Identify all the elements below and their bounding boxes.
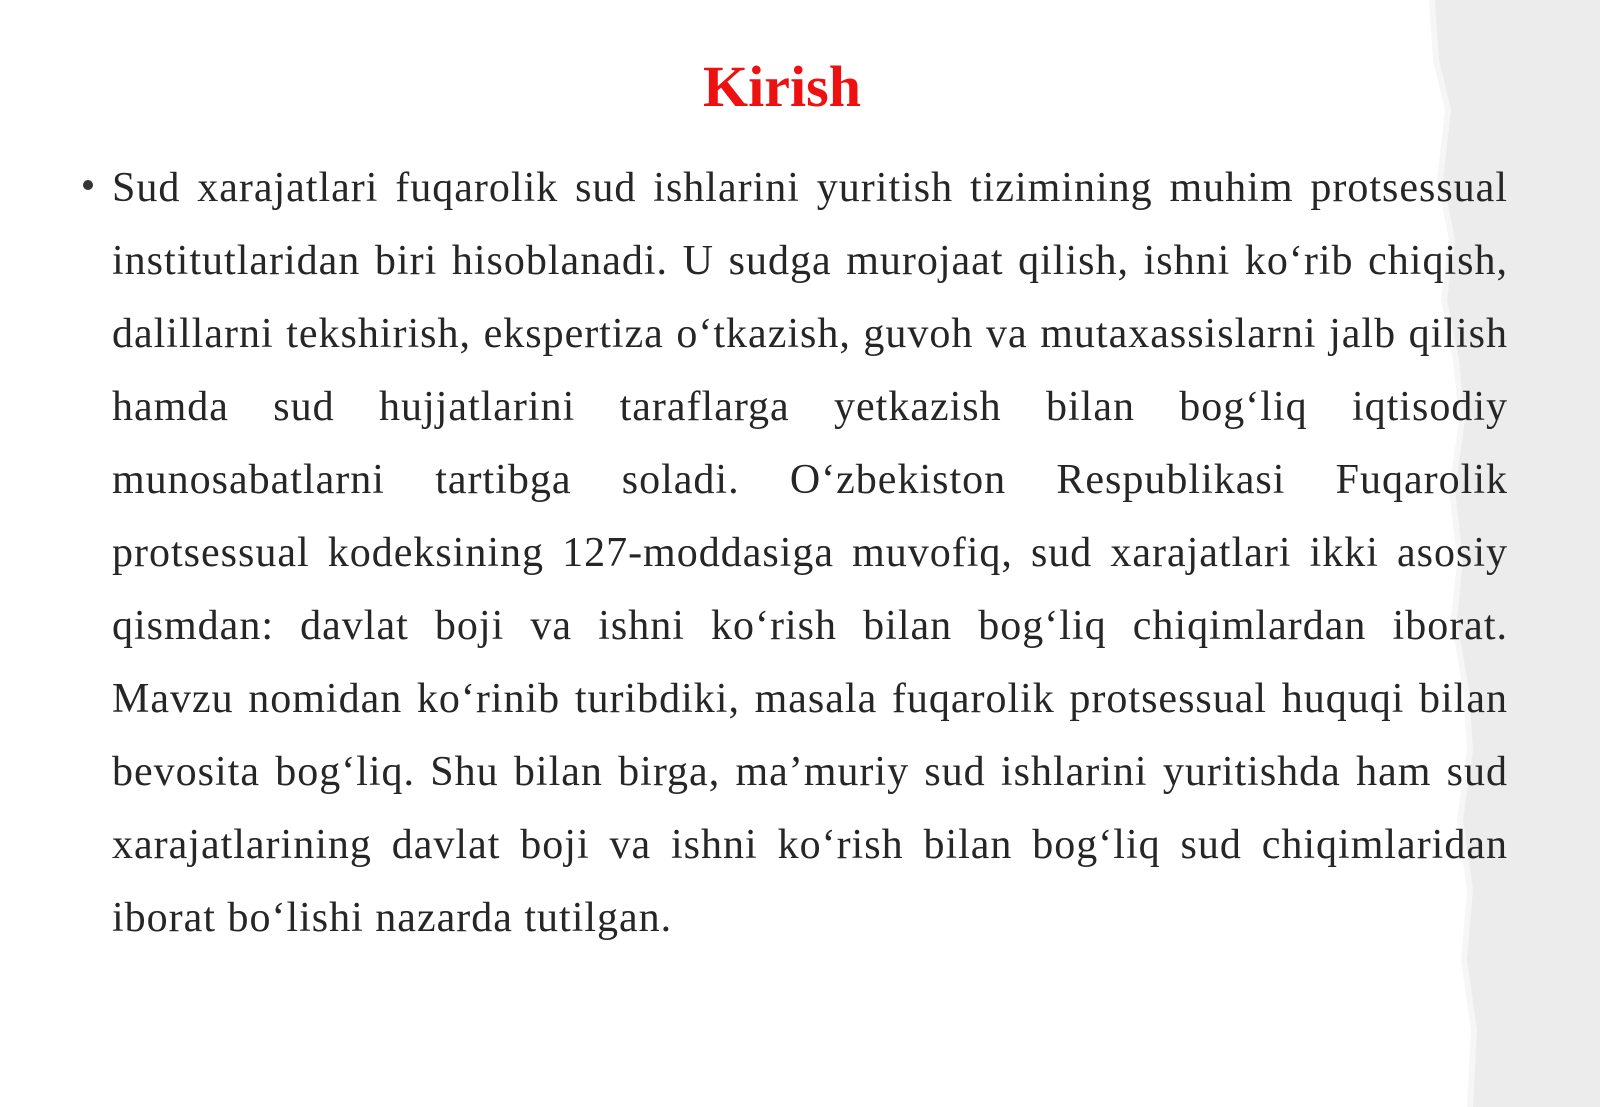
slide-title: Kirish bbox=[703, 54, 861, 119]
body-paragraph: Sud xarajatlari fuqarolik sud ishlarini yuritish tizimining muhim protsessual institutlaridan biri hisoblanadi. U sudga murojaat qilish, ishni ko‘rib chiqish, dalillarni tekshirish, ekspertiza o‘tkazish, guvoh va mutaxassislarni jalb qilish hamda sud hujjatlarini taraflarga yetkazish bilan bog‘liq iqtisodiy munosabatlarni tartibga soladi. O‘zbekiston Respublikasi Fuqarolik protsessual kodeksining 127-moddasiga muvofiq, sud xarajatlari ikki asosiy qismdan: davlat boji va ishni ko‘rish bilan bog‘liq chiqimlardan iborat. Mavzu nomidan ko‘rinib turibdiki, masala fuqarolik protsessual huquqi bilan bevosita bog‘liq. Shu bilan birga, ma’muriy sud ishlarini yuritishda ham sud xarajatlarining davlat boji va ishni ko‘rish bilan bog‘liq sud chiqimlaridan iborat bo‘lishi nazarda tutilgan. bbox=[112, 165, 1508, 941]
bullet-icon bbox=[83, 180, 93, 190]
